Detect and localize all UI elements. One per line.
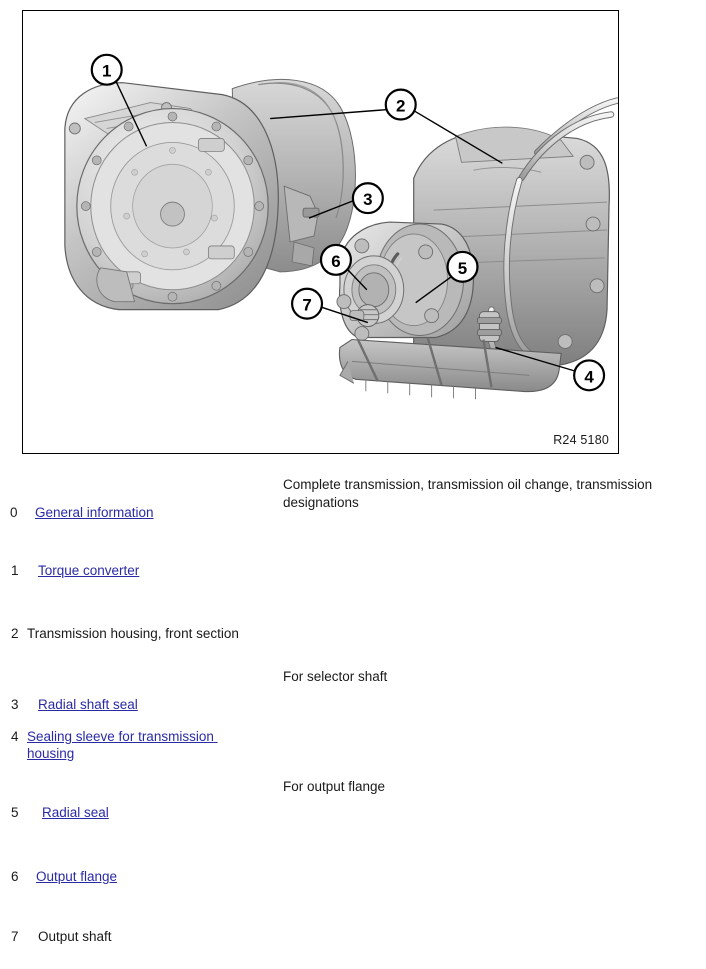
part-link-torque-converter[interactable]: Torque converter bbox=[38, 563, 140, 578]
part-number: 3 bbox=[11, 697, 19, 712]
svg-text:2: 2 bbox=[396, 96, 406, 116]
callout-5 bbox=[448, 252, 478, 282]
transmission-diagram bbox=[23, 11, 618, 453]
parts-list bbox=[0, 466, 706, 944]
part-link-sealing-sleeve[interactable]: Sealing sleeve for transmission housing bbox=[27, 729, 218, 761]
left-transmission-assembly bbox=[65, 79, 356, 309]
part-number: 1 bbox=[11, 563, 19, 578]
part-number: 6 bbox=[11, 869, 19, 884]
part-label-output-shaft: Output shaft bbox=[38, 929, 112, 944]
svg-text:6: 6 bbox=[331, 251, 341, 271]
part-number: 4 bbox=[11, 729, 19, 744]
callout-6 bbox=[321, 245, 351, 275]
part-number: 7 bbox=[11, 929, 19, 944]
parts-list-row bbox=[0, 838, 706, 900]
callout-1 bbox=[92, 55, 122, 85]
part-link-general-information[interactable]: General information bbox=[35, 505, 154, 520]
svg-text:4: 4 bbox=[584, 367, 594, 387]
figure-reference-code: R24 5180 bbox=[553, 433, 609, 447]
callout-4 bbox=[574, 360, 604, 390]
svg-text:1: 1 bbox=[102, 61, 112, 81]
part-label-transmission-housing: Transmission housing, front section bbox=[27, 626, 239, 641]
callout-3 bbox=[353, 183, 383, 213]
parts-list-row bbox=[0, 522, 706, 580]
callout-2 bbox=[386, 90, 416, 120]
figure-frame bbox=[22, 10, 619, 454]
parts-list-row bbox=[0, 776, 706, 838]
sealing-sleeve-fitting bbox=[477, 312, 501, 342]
part-description: Complete transmission, transmission oil change, transmission designations bbox=[283, 477, 653, 510]
part-link-radial-seal[interactable]: Radial seal bbox=[42, 805, 109, 820]
parts-list-row bbox=[0, 642, 706, 712]
part-number: 5 bbox=[11, 805, 19, 820]
parts-list-row bbox=[0, 700, 706, 776]
part-number: 2 bbox=[11, 626, 19, 641]
svg-text:5: 5 bbox=[457, 258, 468, 278]
svg-text:3: 3 bbox=[363, 190, 373, 210]
parts-list-row bbox=[0, 466, 706, 522]
part-link-radial-shaft-seal[interactable]: Radial shaft seal bbox=[38, 697, 138, 712]
part-number: 0 bbox=[10, 505, 18, 520]
parts-list-row bbox=[0, 900, 706, 944]
part-link-output-flange[interactable]: Output flange bbox=[36, 869, 118, 884]
parts-list-row bbox=[0, 580, 706, 642]
part-description: For output flange bbox=[283, 779, 386, 794]
part-description: For selector shaft bbox=[283, 669, 388, 684]
right-transmission-assembly bbox=[337, 101, 617, 400]
callout-7 bbox=[292, 289, 322, 319]
svg-text:7: 7 bbox=[302, 295, 312, 315]
